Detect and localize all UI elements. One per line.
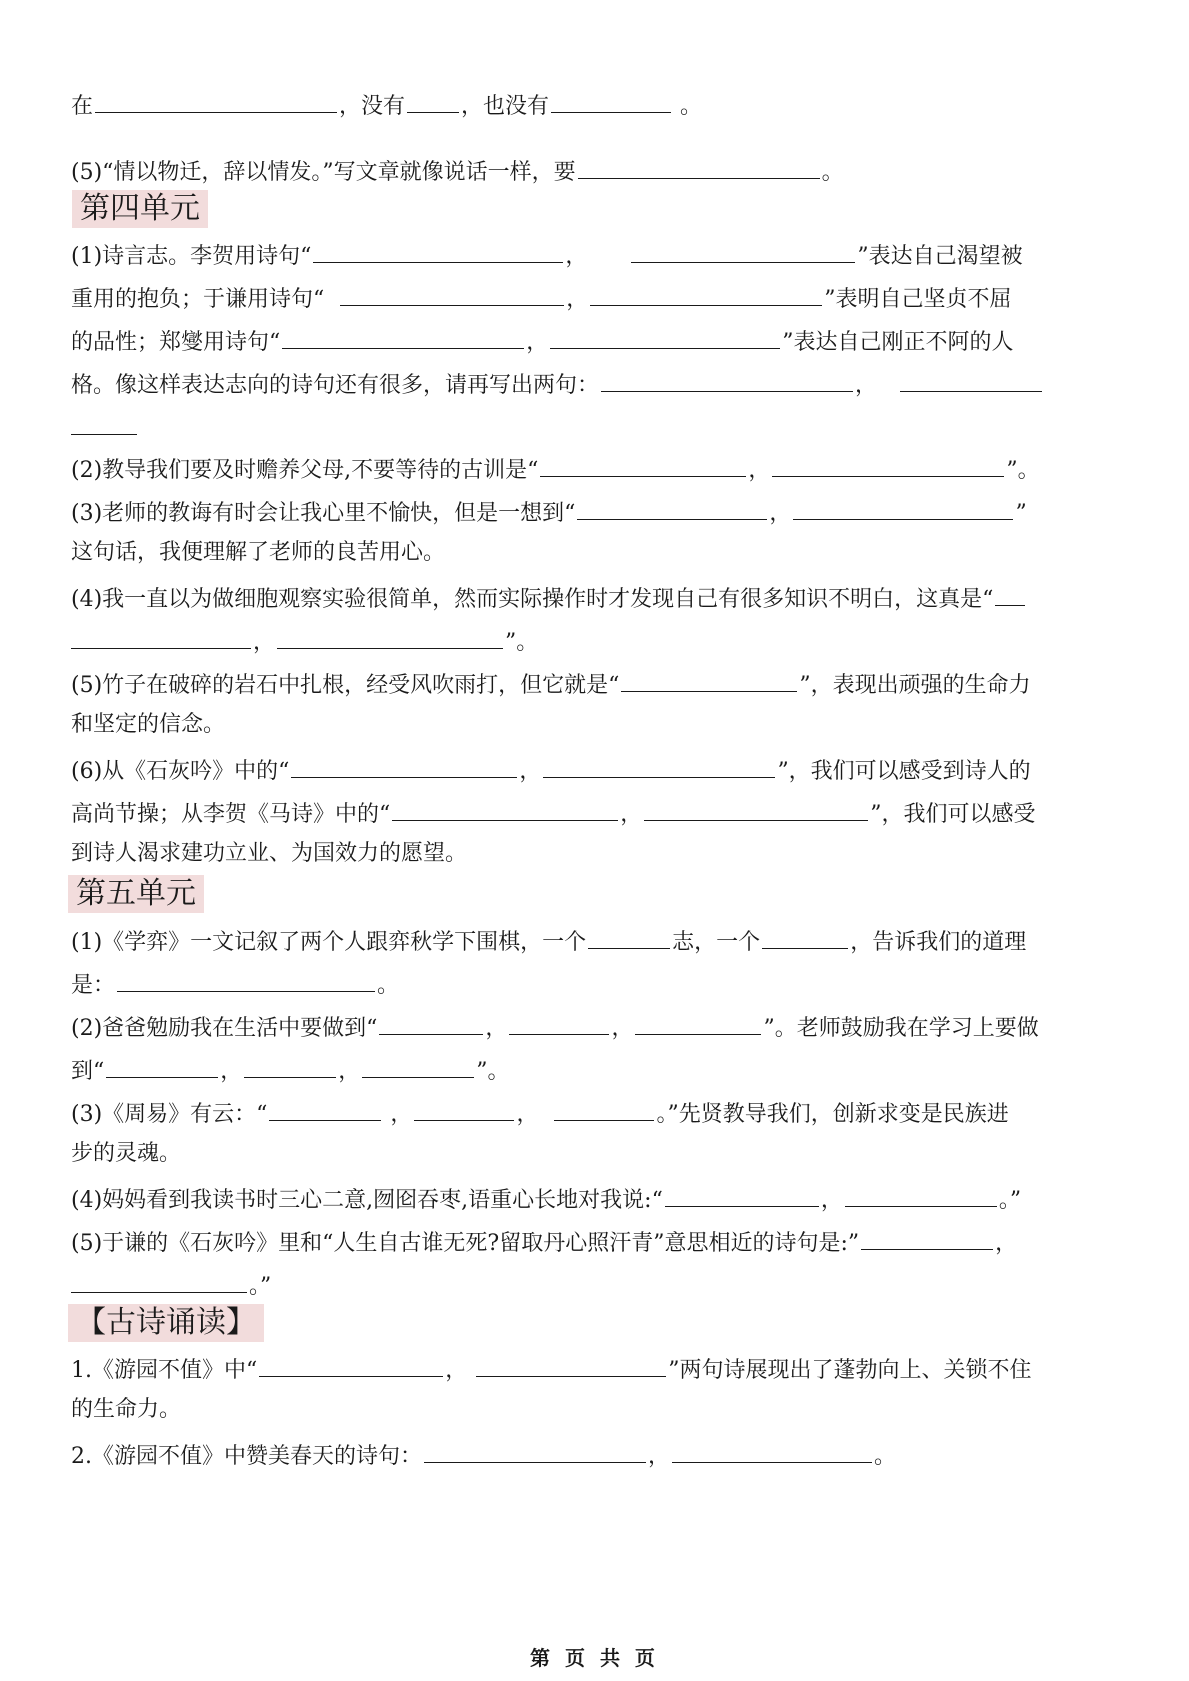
- text: ，: [220, 1059, 243, 1084]
- answer-blank[interactable]: [772, 452, 1004, 477]
- answer-blank[interactable]: [554, 1096, 654, 1121]
- text: (5)“情以物迁，辞以情发。”写文章就像说话一样，要: [71, 160, 576, 185]
- text: (2)教导我们要及时赡养父母,不要等待的古训是“: [71, 458, 539, 483]
- text: ，: [516, 1102, 539, 1127]
- unit5-q2-line-1: [71, 1010, 1121, 1044]
- unit5-question-4: [71, 1182, 1121, 1216]
- answer-blank[interactable]: [282, 324, 524, 349]
- unit5-q1-line-1: [71, 924, 1121, 958]
- text: ，: [253, 630, 276, 655]
- unit4-q5-line-1: [71, 667, 1121, 701]
- answer-blank[interactable]: [665, 1182, 819, 1207]
- text: 重用的抱负；于谦用诗句“: [71, 287, 325, 312]
- text: ”。: [505, 630, 539, 655]
- text: (2)爸爸勉励我在生活中要做到“: [71, 1016, 378, 1041]
- text: 格。像这样表达志向的诗句还有很多，请再写出两句：: [71, 373, 600, 398]
- text: 。”先贤教导我们，创新求变是民族进: [656, 1102, 1009, 1127]
- text: 志，一个: [672, 930, 761, 955]
- text: 。: [821, 160, 844, 185]
- text: ”表明自己坚贞不屈: [824, 287, 1012, 312]
- text: ，: [566, 287, 589, 312]
- poems-q1-line-1: [71, 1352, 1121, 1386]
- answer-blank[interactable]: [291, 753, 517, 778]
- answer-blank[interactable]: [995, 581, 1025, 606]
- answer-blank[interactable]: [861, 1225, 993, 1250]
- text: 。”: [249, 1274, 272, 1299]
- text: ，: [620, 802, 643, 827]
- text: ”，我们可以感受: [870, 802, 1036, 827]
- unit4-q4-line-2: [71, 624, 1121, 658]
- text: ”，我们可以感受到诗人的: [777, 759, 1031, 784]
- unit4-q1-line-3: [71, 324, 1121, 358]
- answer-blank[interactable]: [313, 238, 563, 263]
- text: ”。老师鼓励我在学习上要做: [763, 1016, 1039, 1041]
- text: 。: [874, 1444, 897, 1469]
- unit4-q1-line-4: [71, 367, 1121, 401]
- answer-blank[interactable]: [644, 796, 868, 821]
- text: ，: [769, 501, 792, 526]
- text: 。”: [998, 1188, 1022, 1213]
- unit4-q1-line-1: [71, 238, 1121, 272]
- text: 是：: [71, 973, 116, 998]
- answer-blank[interactable]: [631, 238, 855, 263]
- answer-blank[interactable]: [793, 495, 1013, 520]
- answer-blank[interactable]: [379, 1010, 483, 1035]
- text: (6)从《石灰吟》中的“: [71, 759, 290, 784]
- answer-blank[interactable]: [601, 367, 853, 392]
- text: ，: [565, 244, 588, 269]
- answer-blank[interactable]: [845, 1182, 997, 1207]
- answer-blank[interactable]: [900, 367, 1042, 392]
- answer-blank[interactable]: [106, 1053, 218, 1078]
- answer-blank[interactable]: [762, 924, 848, 949]
- answer-blank[interactable]: [71, 624, 251, 649]
- unit4-q6-line-2: [71, 796, 1121, 830]
- text: ”，表现出顽强的生命力: [799, 673, 1031, 698]
- answer-blank[interactable]: [635, 1010, 761, 1035]
- answer-blank[interactable]: [71, 1268, 247, 1293]
- answer-blank[interactable]: [551, 88, 671, 113]
- unit4-heading: 第四单元: [72, 190, 208, 228]
- text: ，: [995, 1231, 1018, 1256]
- answer-blank[interactable]: [588, 924, 670, 949]
- unit4-q6-line-3: 到诗人渴求建功立业、为国效力的愿望。: [71, 841, 468, 866]
- unit4-q1-line-2: [71, 281, 1121, 315]
- text: ，: [519, 759, 542, 784]
- unit3-line-1: [71, 88, 1121, 122]
- text: 在: [71, 94, 94, 119]
- text: ，: [855, 373, 878, 398]
- text: ，: [445, 1358, 468, 1383]
- answer-blank[interactable]: [244, 1053, 336, 1078]
- unit3-question-5: [71, 154, 1121, 188]
- unit4-q5-line-2: 和坚定的信念。: [71, 712, 226, 737]
- answer-blank[interactable]: [424, 1438, 646, 1463]
- poems-heading: 【古诗诵读】: [68, 1304, 264, 1342]
- text: 1.《游园不值》中“: [71, 1358, 258, 1383]
- unit5-q1-line-2: [71, 967, 1121, 1001]
- text: (5)竹子在破碎的岩石中扎根，经受风吹雨打，但它就是“: [71, 673, 620, 698]
- answer-blank[interactable]: [277, 624, 503, 649]
- unit5-q2-line-2: [71, 1053, 1121, 1087]
- unit5-q3-line-2: 步的灵魂。: [71, 1141, 182, 1166]
- text: 高尚节操；从李贺《马诗》中的“: [71, 802, 391, 827]
- answer-blank[interactable]: [590, 281, 822, 306]
- text: ，: [485, 1016, 508, 1041]
- text: 到“: [71, 1059, 105, 1084]
- unit4-q4-line-1: [71, 581, 1121, 615]
- unit4-q1-line-5: [71, 410, 1121, 444]
- text: ”。: [476, 1059, 510, 1084]
- unit4-q6-line-1: [71, 753, 1121, 787]
- text: 的品性；郑燮用诗句“: [71, 330, 281, 355]
- text: ，: [820, 1188, 843, 1213]
- poems-question-2: [71, 1438, 1121, 1472]
- text: ，也没有: [461, 94, 550, 119]
- unit5-q5-line-1: [71, 1225, 1121, 1259]
- text: ，: [390, 1102, 413, 1127]
- text: ”表达自己刚正不阿的人: [782, 330, 1014, 355]
- text: (4)妈妈看到我读书时三心二意,囫囵吞枣,语重心长地对我说:“: [71, 1188, 663, 1213]
- text: (1)诗言志。李贺用诗句“: [71, 244, 312, 269]
- poems-q1-line-2: 的生命力。: [71, 1397, 182, 1422]
- answer-blank[interactable]: [550, 324, 780, 349]
- text: ，: [648, 1444, 671, 1469]
- text: ”表达自己渴望被: [857, 244, 1023, 269]
- text: 2.《游园不值》中赞美春天的诗句：: [71, 1444, 422, 1469]
- answer-blank[interactable]: [543, 753, 775, 778]
- unit4-question-2: [71, 452, 1121, 486]
- text: 。: [680, 94, 703, 119]
- answer-blank[interactable]: [476, 1352, 666, 1377]
- answer-blank[interactable]: [392, 796, 618, 821]
- unit5-q3-line-1: [71, 1096, 1121, 1130]
- answer-blank[interactable]: [362, 1053, 474, 1078]
- answer-blank[interactable]: [578, 154, 820, 179]
- text: ”两句诗展现出了蓬勃向上、关锁不住: [668, 1358, 1032, 1383]
- answer-blank[interactable]: [540, 452, 746, 477]
- answer-blank[interactable]: [672, 1438, 872, 1463]
- answer-blank[interactable]: [414, 1096, 514, 1121]
- text: (1)《学弈》一文记叙了两个人跟弈秋学下围棋，一个: [71, 930, 587, 955]
- answer-blank[interactable]: [71, 410, 137, 435]
- answer-blank[interactable]: [509, 1010, 609, 1035]
- text: (3)老师的教诲有时会让我心里不愉快，但是一想到“: [71, 501, 576, 526]
- text: (3)《周易》有云：“: [71, 1102, 268, 1127]
- text: ，告诉我们的道理: [850, 930, 1027, 955]
- text: ，: [338, 1059, 361, 1084]
- text: ，没有: [339, 94, 406, 119]
- text: ”: [1015, 501, 1027, 526]
- unit5-q5-line-2: [71, 1268, 1121, 1302]
- text: ”。: [1006, 458, 1040, 483]
- unit5-heading: 第五单元: [68, 875, 204, 913]
- answer-blank[interactable]: [95, 88, 337, 113]
- text: ，: [748, 458, 771, 483]
- text: 。: [377, 973, 400, 998]
- answer-blank[interactable]: [340, 281, 564, 306]
- text: (5)于谦的《石灰吟》里和“人生自古谁无死?留取丹心照汗青”意思相近的诗句是:”: [71, 1231, 860, 1256]
- answer-blank[interactable]: [117, 967, 375, 992]
- answer-blank[interactable]: [407, 88, 459, 113]
- text: ，: [611, 1016, 634, 1041]
- text: ，: [526, 330, 549, 355]
- text: (4)我一直以为做细胞观察实验很简单，然而实际操作时才发现自己有很多知识不明白，这真是“: [71, 587, 994, 612]
- answer-blank[interactable]: [577, 495, 767, 520]
- answer-blank[interactable]: [621, 667, 797, 692]
- unit4-q3-line-1: [71, 495, 1121, 529]
- answer-blank[interactable]: [269, 1096, 381, 1121]
- answer-blank[interactable]: [259, 1352, 443, 1377]
- page-footer: 第 页 共 页: [530, 1646, 659, 1670]
- unit4-q3-line-2: 这句话，我便理解了老师的良苦用心。: [71, 540, 446, 565]
